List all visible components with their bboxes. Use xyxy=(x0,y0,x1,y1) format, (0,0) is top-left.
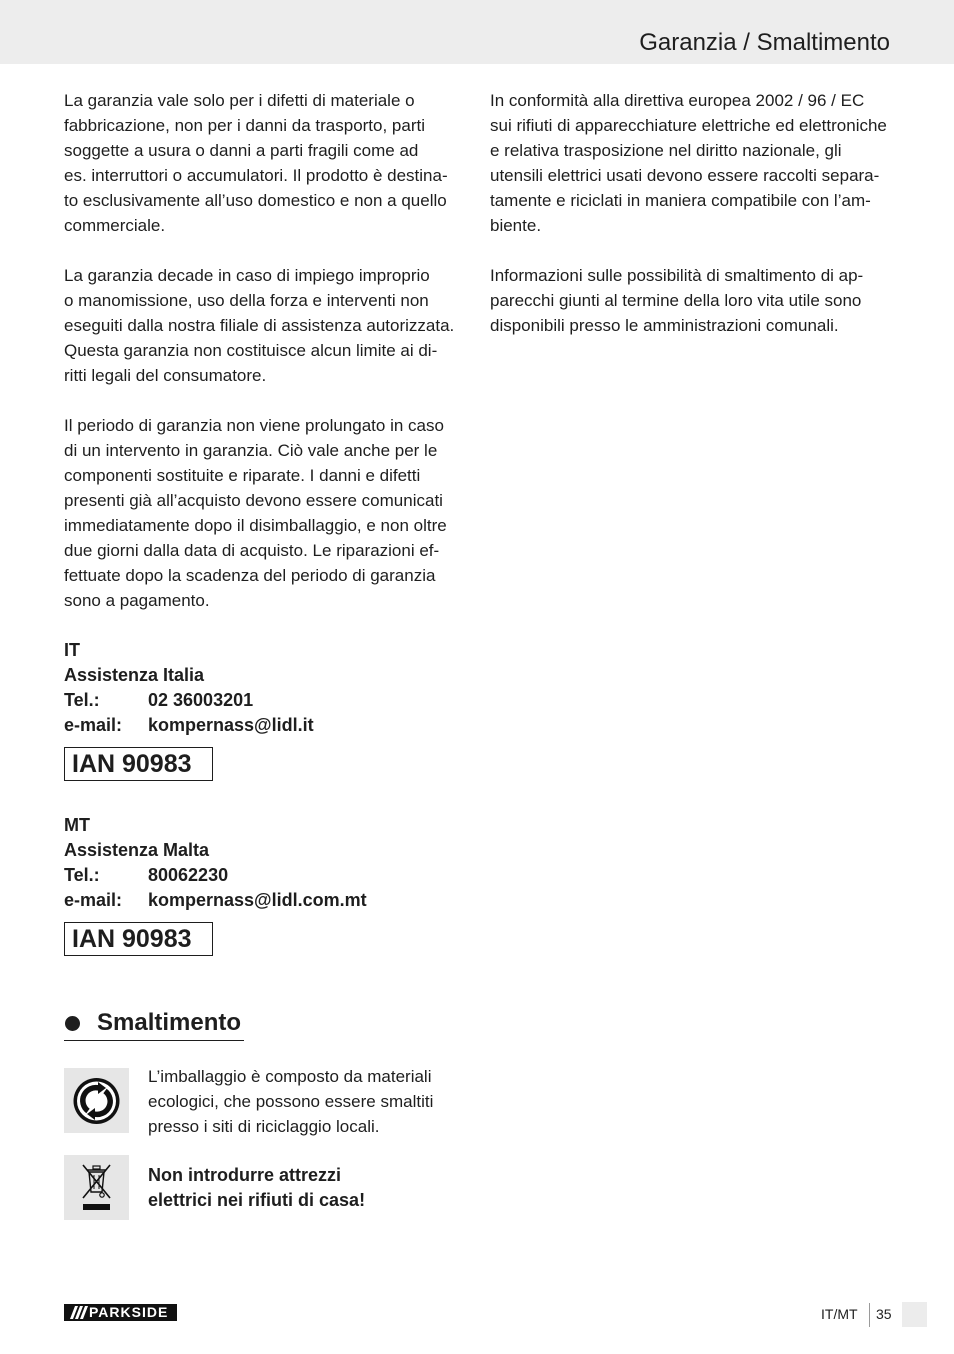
weee-warning-text xyxy=(148,1163,365,1213)
text-line: presenti già all’acquisto devono essere comunicati xyxy=(64,491,443,510)
warranty-paragraph-3 xyxy=(64,413,447,613)
country-code-text: IT xyxy=(64,640,80,660)
ian-box: IAN 90983 xyxy=(64,922,213,956)
phone-label: Tel.: xyxy=(64,865,100,885)
email-address: kompernass@lidl.it xyxy=(148,715,314,735)
warranty-paragraph-2 xyxy=(64,263,454,388)
text-line: tamente e riciclati in maniera compatibile con l’am- xyxy=(490,191,871,210)
recycle-icon xyxy=(64,1068,129,1133)
service-name-text: Assistenza Italia xyxy=(64,665,205,685)
service-name-text: Assistenza Malta xyxy=(64,840,210,860)
text-line: La garanzia decade in caso di impiego improprio xyxy=(64,266,430,285)
email-label: e-mail: xyxy=(64,715,123,735)
page-title: Garanzia / Smaltimento xyxy=(639,29,890,56)
section-heading-disposal xyxy=(64,1008,244,1041)
text-line: due giorni dalla data di acquisto. Le riparazioni ef- xyxy=(64,541,440,560)
footer-divider xyxy=(869,1303,870,1327)
text-line: fettuate dopo la scadenza del periodo di garanzia xyxy=(64,566,436,585)
text-line: In conformità alla direttiva europea 2002 / 96 / EC xyxy=(490,91,865,110)
text-line: La garanzia vale solo per i difetti di materiale o xyxy=(64,91,415,110)
text-line: sono a pagamento. xyxy=(64,591,210,610)
text-line: commerciale. xyxy=(64,216,166,235)
logo-slashes-icon xyxy=(67,1304,89,1321)
text-line: utensili elettrici usati devono essere raccolti separa- xyxy=(490,166,880,185)
footer-marker xyxy=(902,1302,927,1327)
packaging-disposal-text xyxy=(148,1064,433,1139)
text-line: to esclusivamente all’uso domestico e non a quello xyxy=(64,191,447,210)
disposal-paragraph-1 xyxy=(490,88,887,238)
contact-block-it xyxy=(64,638,314,738)
contact-block-mt xyxy=(64,813,367,913)
text-line: componenti sostituite e riparate. I danni e difetti xyxy=(64,466,421,485)
text-line: presso i siti di riciclaggio locali. xyxy=(148,1117,380,1136)
text-line: di un intervento in garanzia. Ciò vale anche per le xyxy=(64,441,438,460)
footer-language: IT/MT xyxy=(821,1306,858,1322)
country-code-text: MT xyxy=(64,815,90,835)
text-line: immediatamente dopo il disimballaggio, e non oltre xyxy=(64,516,447,535)
text-line: parecchi giunti al termine della loro vita utile sono xyxy=(490,291,862,310)
bullet-icon xyxy=(65,1016,80,1031)
service-name xyxy=(64,663,314,688)
text-line: fabbricazione, non per i danni da trasporto, parti xyxy=(64,116,426,135)
phone-row xyxy=(64,688,314,713)
text-line: es. interruttori o accumulatori. Il prodotto è destina- xyxy=(64,166,448,185)
brand-logo-text: PARKSIDE xyxy=(89,1304,169,1320)
phone-label: Tel.: xyxy=(64,690,100,710)
email-label: e-mail: xyxy=(64,890,123,910)
text-line: eseguiti dalla nostra filiale di assistenza autorizzata. xyxy=(64,316,455,335)
country-code xyxy=(64,638,314,663)
warranty-paragraph-1 xyxy=(64,88,448,238)
text-line: o manomissione, uso della forza e interventi non xyxy=(64,291,429,310)
text-line: L’imballaggio è composto da materiali xyxy=(148,1067,432,1086)
email-row xyxy=(64,888,367,913)
crossed-out-bin-icon xyxy=(64,1155,129,1220)
page-number: 35 xyxy=(876,1306,892,1322)
country-code xyxy=(64,813,367,838)
text-line: ritti legali del consumatore. xyxy=(64,366,267,385)
text-line: Informazioni sulle possibilità di smaltimento di ap- xyxy=(490,266,864,285)
text-line: Non introdurre attrezzi xyxy=(148,1165,342,1185)
text-line: disponibili presso le amministrazioni comunali. xyxy=(490,316,839,335)
phone-number: 80062230 xyxy=(148,865,229,885)
email-row xyxy=(64,713,314,738)
brand-logo xyxy=(64,1304,177,1321)
text-line: sui rifiuti di apparecchiature elettriche ed elettroniche xyxy=(490,116,887,135)
text-line: soggette a usura o danni a parti fragili come ad xyxy=(64,141,419,160)
phone-row xyxy=(64,863,367,888)
text-line: Il periodo di garanzia non viene prolungato in caso xyxy=(64,416,444,435)
text-line: Questa garanzia non costituisce alcun limite ai di- xyxy=(64,341,438,360)
email-address: kompernass@lidl.com.mt xyxy=(148,890,367,910)
text-line: biente. xyxy=(490,216,542,235)
ian-box: IAN 90983 xyxy=(64,747,213,781)
text-line: e relativa trasposizione nel diritto nazionale, gli xyxy=(490,141,842,160)
section-heading-text: Smaltimento xyxy=(97,1009,242,1036)
page-header xyxy=(0,0,954,64)
text-line: ecologici, che possono essere smaltiti xyxy=(148,1092,434,1111)
disposal-paragraph-2 xyxy=(490,263,863,338)
phone-number: 02 36003201 xyxy=(148,690,254,710)
text-line: elettrici nei rifiuti di casa! xyxy=(148,1190,366,1210)
service-name xyxy=(64,838,367,863)
